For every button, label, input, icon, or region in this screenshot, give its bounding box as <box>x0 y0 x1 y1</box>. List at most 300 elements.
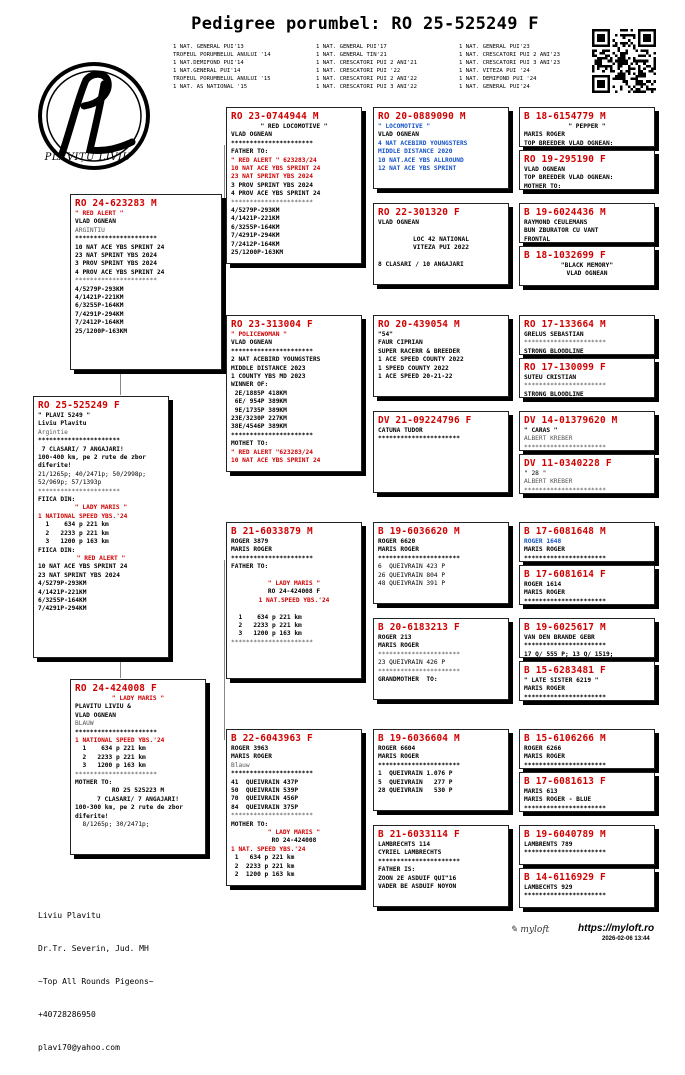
card-line: " RED LOCOMOTIVE " <box>260 123 328 130</box>
titles-column-3 <box>459 43 560 91</box>
card-line: 2 NAT ACEBIRD YOUNGSTERS <box>231 356 321 364</box>
card-line: 3 1200 p 163 km <box>231 630 302 638</box>
card-line: LAMBECHTS 929 <box>524 884 573 891</box>
logo-text: PLĂVIȚU LIVIU <box>44 152 132 163</box>
ring-number: B 15-6106266 M <box>524 733 606 744</box>
card-line: 9E/1735P 389KM <box>231 406 287 414</box>
pigeon-card-g3[interactable] <box>519 203 655 243</box>
card-line: " PEPPER " <box>568 123 606 130</box>
contact-slogan: ~Top All Rounds Pigeons~ <box>38 977 154 986</box>
card-line: ZOON 2E ASDUIF QUI"16 <box>378 874 457 882</box>
ring-number: RO 17-130099 F <box>524 362 606 373</box>
card-line: GRELUS SEBASTIAN <box>524 331 584 338</box>
card-line: PLAVITU LIVIU & <box>75 703 131 711</box>
card-line: CATUNA TUDOR <box>378 427 423 434</box>
ring-number: B 21-6033114 F <box>378 829 460 840</box>
card-line: "54" <box>378 331 393 338</box>
card-line: ROGER 6620 <box>378 538 416 545</box>
card-line: 1 634 p 221 km <box>75 745 146 753</box>
card-line: 4/5279P-293KM <box>75 285 124 293</box>
card-line: " LADY MARIS " <box>111 695 165 702</box>
qr-code[interactable] <box>592 29 656 93</box>
connector <box>224 560 225 660</box>
card-line: 23 QUEIVRAIN 426 P <box>378 659 446 667</box>
card-line: 100-300 km, pe 2 rute de zbor <box>75 804 184 812</box>
card-line: 3 PROV SPRINT YBS 2024 <box>75 260 157 268</box>
card-line: ********************** <box>75 728 157 736</box>
card-line <box>378 253 504 261</box>
card-line: MARIS 613 <box>524 788 558 795</box>
card-line: 23 NAT SPRINT YBS 2024 <box>231 173 313 181</box>
card-line: 25/1200P-163KM <box>75 327 128 335</box>
pigeon-card-g9[interactable] <box>519 522 655 562</box>
card-line: MARIS ROGER - BLUE <box>524 796 592 804</box>
pigeon-card-mfm[interactable] <box>373 618 509 700</box>
card-line: " LOCOMOTIVE " <box>378 123 431 130</box>
title-entry: 1 NAT. GENERAL PUI'24 <box>459 84 530 90</box>
pigeon-card-g8[interactable] <box>519 454 655 494</box>
card-line: 1 ACE SPEED 20-21-22 <box>378 373 453 381</box>
card-line: ********************** <box>378 667 460 675</box>
card-line: 2 2233 p 221 km <box>231 862 295 870</box>
ring-number: RO 23-313004 F <box>231 319 313 330</box>
card-line: MIDDLE DISTANCE 2020 <box>378 148 453 156</box>
card-line: ********************** <box>524 554 606 562</box>
title-entry: 1 NAT. GENERAL PUI'17 <box>316 44 387 50</box>
ring-number: RO 22-301320 F <box>378 207 460 218</box>
card-line: 4 NAT ACEBIRD YOUNGSTERS <box>378 139 468 147</box>
card-line: ********************** <box>524 486 606 494</box>
card-line: MARIS ROGER <box>524 131 565 139</box>
contact-phone: +40728286950 <box>38 1010 96 1019</box>
pigeon-card-fm[interactable] <box>226 315 362 472</box>
card-line: 1 QUEIVRAIN 1.076 P <box>378 770 453 778</box>
card-line: ********************** <box>38 437 120 445</box>
card-line: 7 CLASARI/ 7 ANGAJARI! <box>97 795 179 803</box>
title-entry: 1 NAT. CRESCATORI PUI 2 ANI'21 <box>316 60 418 66</box>
card-line: 52/969p; 57/1393p <box>38 479 102 487</box>
ring-number: B 20-6183213 F <box>378 622 460 633</box>
card-line: 23E/3230P 227KM <box>231 415 287 423</box>
card-line: ********************** <box>75 277 157 285</box>
card-line: ********************** <box>231 770 313 778</box>
pigeon-card-g13[interactable] <box>519 729 655 769</box>
card-line: FRONTAL <box>524 235 551 243</box>
card-line: 4 PROV ACE YBS SPRINT 24 <box>231 190 321 198</box>
myloft-logo: ✎ myloft <box>510 925 550 935</box>
pigeon-card-fff[interactable] <box>373 107 509 189</box>
contact-name: Liviu Plavitu <box>38 911 101 920</box>
ring-number: B 19-6024436 M <box>524 207 606 218</box>
ring-number: DV 14-01379620 M <box>524 415 618 426</box>
ring-number: RO 20-0889090 M <box>378 111 466 122</box>
card-line: " 28 " <box>524 470 547 477</box>
pigeon-card-ffm[interactable] <box>373 203 509 285</box>
card-line: FATHER IS: <box>378 866 416 874</box>
card-line: MARIS ROGER <box>524 589 565 597</box>
ring-number: RO 25-525249 F <box>38 400 120 411</box>
card-line: FIICA DIN: <box>38 546 76 554</box>
card-line: 1 NAT.SPEED YBS.'24 <box>258 596 330 604</box>
title-entry: 1 NAT.GENERAL PUI'14 <box>173 68 241 74</box>
ring-number: B 21-6033879 M <box>231 526 313 537</box>
card-line: ********************** <box>75 770 157 778</box>
card-line: ROGER 6604 <box>378 745 416 752</box>
card-line: ********************** <box>38 487 120 495</box>
pigeon-card-g15[interactable] <box>519 825 655 865</box>
pigeon-card-fmf[interactable] <box>373 315 509 397</box>
card-line: 7/4291P-294KM <box>231 232 280 240</box>
card-line: 4/5279P-293KM <box>38 580 87 588</box>
card-line: MARIS ROGER <box>378 546 419 554</box>
card-line <box>231 572 357 580</box>
card-line: ROGER 213 <box>378 634 412 641</box>
card-line: VLAD OGNEAN <box>566 270 608 278</box>
card-line: 4 PROV ACE YBS SPRINT 24 <box>75 268 165 276</box>
title-entry: 1 NAT. CRESCATORI PUI 2 ANI'23 <box>459 52 561 58</box>
card-line: 2 1200 p 163 km <box>231 871 295 879</box>
card-line: MOTHER TO: <box>231 820 269 828</box>
card-line: MARIS ROGER <box>524 753 565 761</box>
card-line: 2 2233 p 221 km <box>75 753 146 761</box>
card-line: 23 NAT SPRINT YBS 2024 <box>38 571 120 579</box>
card-line: 1 SPEED COUNTY 2022 <box>378 364 449 372</box>
contact-email[interactable]: plavi70@yahoo.com <box>38 1043 120 1052</box>
card-line: ********************** <box>378 761 460 769</box>
card-line: ********************** <box>524 849 606 857</box>
ring-number: B 15-6283481 F <box>524 665 606 676</box>
card-line: 10 NAT ACE YBS SPRINT 24 <box>231 457 321 465</box>
card-line: FATHER TO: <box>231 148 269 156</box>
card-line: ********************** <box>524 804 606 812</box>
card-line <box>231 605 357 613</box>
pigeon-card-mm[interactable] <box>226 729 362 886</box>
card-line: 2 2233 p 221 km <box>231 622 302 630</box>
card-line: ARGINTIU <box>75 226 105 234</box>
pigeon-card-g12[interactable] <box>519 661 655 701</box>
title-entry: 1 NAT. CRESCATORI PUI 3 ANI'23 <box>459 60 561 66</box>
card-line: 17 Q/ 555 P; 13 Q/ 1519; <box>524 650 614 658</box>
card-line: MOTHER TO: <box>524 182 562 190</box>
card-line: RO 24-424008 F <box>267 588 321 596</box>
card-line: " RED ALERT " <box>76 554 126 562</box>
ring-number: B 17-6081614 F <box>524 569 606 580</box>
card-line: SUPER RACERR & BREEDER <box>378 347 460 355</box>
ring-number: RO 23-0744944 M <box>231 111 319 122</box>
card-line: RAYMOND CEULEMANS <box>524 219 588 226</box>
card-line: VLAD OGNEAN <box>231 339 272 347</box>
ring-number: B 14-6116929 F <box>524 872 606 883</box>
pigeon-card-g14[interactable] <box>519 772 655 812</box>
card-line: ALBERT KREBER <box>524 435 573 443</box>
card-line: diferite! <box>38 462 72 470</box>
card-line: 1 ACE SPEED COUNTY 2022 <box>378 356 464 364</box>
card-line: 4/5279P-293KM <box>231 207 280 215</box>
card-line: ********************** <box>378 554 460 562</box>
card-line: 84 QUEIVRAIN 375P <box>231 803 299 811</box>
title-entry: 1 NAT. DEMIFOND PUI '24 <box>459 76 537 82</box>
card-line: LOC 42 NATIONAL <box>413 235 469 243</box>
card-line: 4/1421P-221KM <box>75 294 124 302</box>
card-line: TOP BREEDER VLAD OGNEAN: <box>524 174 614 182</box>
connector <box>224 266 225 328</box>
card-line: ********************** <box>524 761 606 769</box>
card-line: 3 1200 p 163 km <box>75 762 146 770</box>
card-line: BLAUW <box>75 720 94 728</box>
card-line: VLAD OGNEAN <box>378 219 419 226</box>
title-entry: TROFEUL PORUMBELUL ANULUI '15 <box>173 76 271 82</box>
card-line: 4/1421P-221KM <box>231 215 280 223</box>
ring-number: RO 20-439054 M <box>378 319 460 330</box>
card-line: 7/4291P-294KM <box>75 310 124 318</box>
title-entry: 1 NAT. CRESCATORI PUI '22 <box>316 68 401 74</box>
title-entry: 1 NAT. CRESCATORI PUI 3 ANI'22 <box>316 84 418 90</box>
print-date: 2026-02-06 13:44 <box>602 936 650 942</box>
card-line: ********************** <box>524 443 606 451</box>
card-line: 70 QUEIVRAIN 456P <box>231 795 299 803</box>
card-line: 1 COUNTY YBS MD 2023 <box>231 373 306 381</box>
title-entry: 1 NAT. VITEZA PUI '24 <box>459 68 530 74</box>
ring-number: B 22-6043963 F <box>231 733 313 744</box>
card-line: ********************** <box>231 554 313 562</box>
title-entry: 1 NAT. GENERAL TIN'21 <box>316 52 387 58</box>
card-line: 7/2412P-164KM <box>231 240 280 248</box>
card-line: ********************** <box>231 638 313 646</box>
card-line: 21/1265p; 40/2471p; 50/2998p; <box>38 470 147 478</box>
card-line: STRONG BLOODLINE <box>524 347 584 355</box>
card-line: LAMBRECHTS 114 <box>378 841 431 848</box>
card-line: ********************** <box>231 812 313 820</box>
ring-number: RO 19-295190 F <box>524 154 606 165</box>
card-line: 7/2412P-164KM <box>75 319 124 327</box>
card-line: " POLICEWOMAN " <box>231 331 287 338</box>
card-line: " PLAVI 5249 " <box>38 412 91 419</box>
card-line: 6/3255P-164KM <box>75 302 124 310</box>
card-line: 1 634 p 221 km <box>231 854 295 862</box>
card-line: Argintie <box>38 428 68 436</box>
card-line: 100-400 km, pe 2 rute de zbor <box>38 454 147 462</box>
card-line: 4/1421P-221KM <box>38 588 87 596</box>
connector <box>224 145 225 265</box>
ring-number: DV 11-0340228 F <box>524 458 612 469</box>
card-line: " LADY MARIS " <box>267 829 321 837</box>
card-line: VLAD OGNEAN <box>378 131 419 139</box>
card-line: 38E/4546P 389KM <box>231 423 287 431</box>
card-line: 6/3255P-164KM <box>231 223 280 231</box>
card-line: 3 1200 p 163 km <box>38 538 109 546</box>
pigeon-card-g16[interactable] <box>519 868 655 908</box>
card-line: ROGER 3879 <box>231 538 269 545</box>
pigeon-card-fmm[interactable] <box>373 411 509 493</box>
card-line: MIDDLE DISTANCE 2023 <box>231 364 306 372</box>
card-line: ********************** <box>524 382 606 390</box>
ring-number: RO 24-424008 F <box>75 683 157 694</box>
ring-number: B 19-6025617 M <box>524 622 606 633</box>
card-line: ROGER 1648 <box>524 538 562 545</box>
pigeon-card-g1[interactable] <box>519 107 655 147</box>
card-line: 7 CLASARI/ 7 ANGAJARI! <box>38 445 124 453</box>
card-line: ROGER 1614 <box>524 581 562 588</box>
card-line: ********************** <box>378 435 460 443</box>
card-line: ********************** <box>75 235 157 243</box>
card-line: MOTHER TO: <box>75 779 113 787</box>
card-line: 10 NAT.ACE YBS ALLROUND <box>378 156 464 164</box>
card-line: ********************** <box>378 650 460 658</box>
card-line: diferite! <box>75 812 109 820</box>
pigeon-card-g5[interactable] <box>519 315 655 355</box>
ring-number: B 19-6036604 M <box>378 733 460 744</box>
card-line: FATHER TO: <box>231 563 269 571</box>
pigeon-card-mmf[interactable] <box>373 729 509 811</box>
card-line: 26 QUEIVRAIN 804 P <box>378 571 446 579</box>
card-line: FIICA DIN: <box>38 496 76 504</box>
card-line: MARIS ROGER <box>231 546 272 554</box>
pigeon-card-mother[interactable] <box>70 679 206 855</box>
card-line: " RED ALERT " 623283/24 <box>231 156 317 164</box>
card-line: " RED ALERT " <box>75 210 124 217</box>
pigeon-card-g11[interactable] <box>519 618 655 658</box>
pigeon-card-mmm[interactable] <box>373 825 509 907</box>
card-line: BUN ZBURATOR CU VANT <box>524 227 599 235</box>
card-line: VAN DEN BRANDE GEBR <box>524 634 595 641</box>
title-entry: TROFEUL PORUMBELUL ANULUI '14 <box>173 52 271 58</box>
titles-column-2 <box>316 43 417 91</box>
card-line: " LATE SISTER 6219 " <box>524 677 599 684</box>
card-line: Liviu Plavitu <box>38 420 87 428</box>
card-line: 7/4291P-294KM <box>38 605 87 613</box>
card-line: 2E/1885P 418KM <box>231 389 287 397</box>
breeder-contact <box>38 888 154 1075</box>
card-line: 1 634 p 221 km <box>38 521 109 529</box>
card-line: ********************** <box>231 347 313 355</box>
card-line: ********************** <box>524 642 606 650</box>
card-line: " CARAS " <box>524 427 558 434</box>
ring-number: RO 24-623283 M <box>75 198 157 209</box>
card-line: 28 QUEIVRAIN 530 P <box>378 787 453 795</box>
ring-number: RO 17-133664 M <box>524 319 606 330</box>
card-line: VLAD OGNEAN <box>524 166 565 173</box>
page-title: Pedigree porumbel: RO 25-525249 F <box>191 14 539 34</box>
card-line: 10 NAT ACE YBS SPRINT 24 <box>231 165 321 173</box>
card-line: LAMBRENTS 789 <box>524 841 573 848</box>
card-line: 5 QUEIVRAIN 277 P <box>378 778 453 786</box>
pigeon-card-ff[interactable] <box>226 107 362 264</box>
card-line: ********************** <box>231 431 313 439</box>
card-line: MARIS ROGER <box>231 753 272 761</box>
ring-number: B 18-1032699 F <box>524 250 606 261</box>
card-line: 3 PROV SPRINT YBS 2024 <box>231 181 313 189</box>
card-line: CYRIEL LAMBRECHTS <box>378 849 442 857</box>
card-line: GRANDMOTHER TO: <box>378 676 438 684</box>
pigeon-card-g2[interactable] <box>519 150 655 190</box>
card-line: 6/3255P-164KM <box>38 596 87 604</box>
card-line: ********************** <box>231 198 313 206</box>
pigeon-icon: ✎ <box>510 925 518 935</box>
card-line: 41 QUEIVRAIN 437P <box>231 778 299 786</box>
card-line: ********************** <box>524 693 606 701</box>
title-entry: 1 NAT. CRESCATORI PUI 2 ANI'22 <box>316 76 418 82</box>
card-line: 6E/ 954P 389KM <box>231 398 287 406</box>
titles-column-1 <box>173 43 271 91</box>
card-line: 1 NATIONAL SPEED YBS.'24 <box>38 512 128 520</box>
pigeon-card-father[interactable] <box>70 194 222 370</box>
card-line: ********************** <box>231 139 313 147</box>
card-line: WINNER OF: <box>231 381 269 389</box>
card-line: ********************** <box>524 597 606 605</box>
pigeon-card-mff[interactable] <box>373 522 509 604</box>
card-line: ********************** <box>524 892 606 900</box>
card-line: MARIS ROGER <box>524 546 565 554</box>
ring-number: B 18-6154779 M <box>524 111 606 122</box>
card-line: 12 NAT ACE YBS SPRINT <box>378 165 457 173</box>
card-line: ********************** <box>378 857 460 865</box>
ring-number: DV 21-09224796 F <box>378 415 472 426</box>
title-entry: 1 NAT. AS NATIONAL '15 <box>173 84 248 90</box>
card-line: ALBERT KREBER <box>524 478 573 486</box>
title-entry: 1 NAT. GENERAL PUI'23 <box>459 44 530 50</box>
card-line: VLAD OGNEAN <box>75 711 116 719</box>
pigeon-card-g6[interactable] <box>519 358 655 398</box>
ring-number: B 17-6081648 M <box>524 526 606 537</box>
card-line: MARIS ROGER <box>378 642 419 650</box>
pigeon-card-g10[interactable] <box>519 565 655 605</box>
card-line: 1 NATIONAL SPEED YBS.'24 <box>75 737 165 745</box>
card-line: RO 25 525223 M <box>111 787 165 795</box>
card-line: VITEZA PUI 2022 <box>413 244 469 252</box>
card-line: 1 634 p 221 km <box>231 613 302 621</box>
card-line: 10 NAT ACE YBS SPRINT 24 <box>75 243 165 251</box>
card-line: TOP BREEDER VLAD OGNEAN: <box>524 139 614 147</box>
card-line: FAUR CIPRIAN <box>378 339 423 347</box>
card-line: 50 QUEIVRAIN 539P <box>231 787 299 795</box>
card-line: 1 NAT. SPEED YBS.'24 <box>231 845 306 853</box>
card-line: RO 24-424008 <box>271 837 317 845</box>
card-line: 2 2233 p 221 km <box>38 529 109 537</box>
card-line: STRONG BLOODLINE <box>524 390 584 398</box>
pigeon-card-mf[interactable] <box>226 522 362 679</box>
card-line: 8 CLASARI / 10 ANGAJARI <box>378 261 464 269</box>
pigeon-card-g4[interactable] <box>519 246 655 286</box>
card-line: ********************** <box>524 339 606 347</box>
card-line: MOTHET TO: <box>231 440 269 448</box>
card-line: Blauw <box>231 761 250 769</box>
card-line: " RED ALERT "623283/24 <box>231 448 313 456</box>
ring-number: B 19-6036620 M <box>378 526 460 537</box>
card-line: VLAD OGNEAN <box>231 131 272 139</box>
card-line: " LADY MARIS " <box>267 580 321 588</box>
myloft-url[interactable]: https://myloft.ro <box>578 923 655 934</box>
card-line: "BLACK MEMORY" <box>560 262 614 269</box>
card-line: 10 NAT ACE YBS SPRINT 24 <box>38 563 128 571</box>
card-line: SUTEU CRISTIAN <box>524 374 577 381</box>
connector <box>224 660 225 740</box>
card-line: ROGER 6266 <box>524 745 562 752</box>
card-line: ROGER 3963 <box>231 745 269 752</box>
card-line <box>378 227 504 235</box>
title-entry: 1 NAT. GENERAL PUI'13 <box>173 44 244 50</box>
pigeon-card-subject[interactable] <box>33 396 169 658</box>
card-line: MARIS ROGER <box>378 753 419 761</box>
contact-address: Dr.Tr. Severin, Jud. MH <box>38 944 149 953</box>
card-line: 48 QUEIVRAIN 391 P <box>378 580 446 588</box>
title-entry: 1 NAT.DEMIFOND PUI'14 <box>173 60 244 66</box>
card-line: VLAD OGNEAN <box>75 218 116 226</box>
card-line: VADER BE ASDUIF NOYON <box>378 883 457 891</box>
card-line: 25/1200P-163KM <box>231 249 284 257</box>
ring-number: B 17-6081613 F <box>524 776 606 787</box>
pigeon-card-g7[interactable] <box>519 411 655 451</box>
card-line: MARIS ROGER <box>524 685 565 693</box>
